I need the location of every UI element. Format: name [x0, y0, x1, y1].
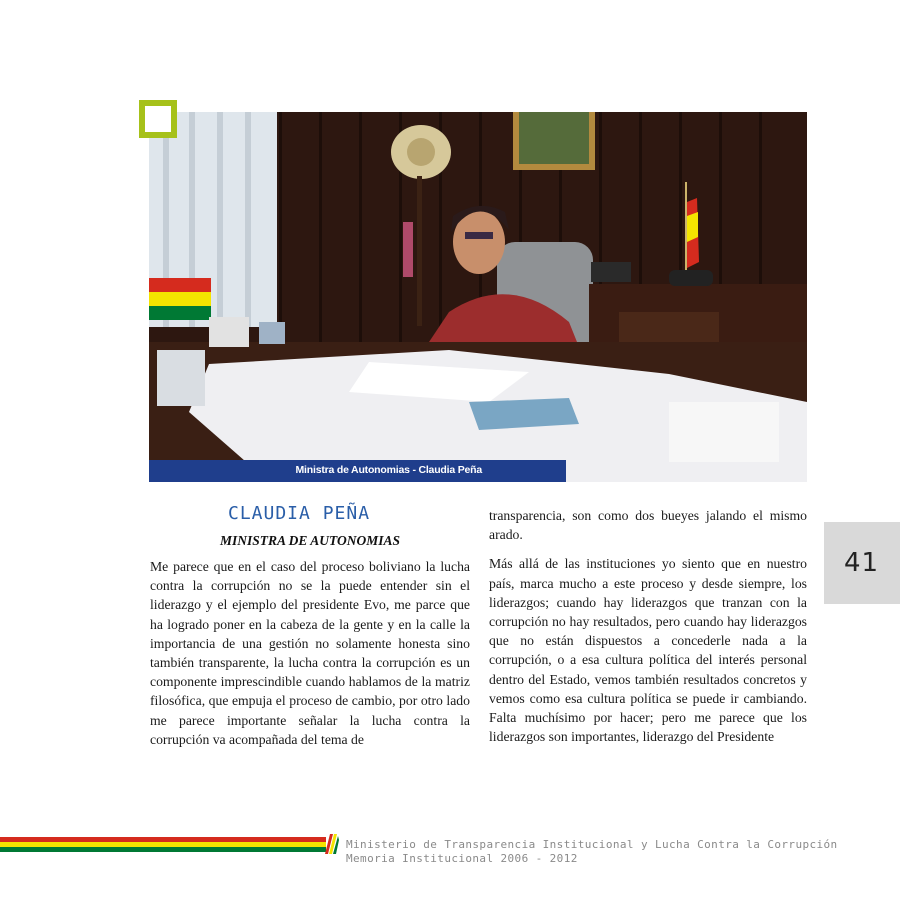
- interviewee-role: MINISTRA DE AUTONOMIAS: [219, 533, 401, 548]
- page-number: 41: [844, 548, 880, 578]
- paragraph: transparencia, son como dos bueyes jalando el mismo arado.: [489, 508, 807, 543]
- flag-emblem-icon: [323, 834, 339, 854]
- photo-caption: Ministra de Autonomias - Claudia Peña: [295, 464, 482, 476]
- footer: [346, 838, 838, 866]
- photo-caption-bar: [149, 460, 566, 482]
- interviewee-name: CLAUDIA PEÑA: [228, 503, 371, 524]
- decorative-corner-square: [139, 100, 177, 138]
- paragraph: Me parece que en el caso del proceso boliviano la lucha contra la corrupción no se la puede entender sin el liderazgo y el ejemplo del presidente Evo, me parce que ha logrado poner en la cabeza de la gente y en la calle la importancia de una gestión no solamente honesta sino también transparente, la lucha contra la corrupción es un componente imprescindible cuando hablamos de la matriz filosófica, que empuja el proceso de cambio, por otro lado me parece importante señalar la lucha contra la corrupción va acompañada del tema de: [150, 559, 470, 747]
- portrait-photo: [149, 112, 807, 482]
- page-number-tab: [824, 522, 900, 604]
- right-column: [489, 506, 807, 756]
- footer-ministry-line: Ministerio de Transparencia Institucional y Lucha Contra la Corrupción: [346, 838, 838, 851]
- flag-color-stripes: [0, 837, 326, 852]
- paragraph: Más allá de las instituciones yo siento que en nuestro país, marca mucho a este proceso y desde siempre, los liderazgos; cuando hay liderazgos que tranzan con la corrupción no hay resultados, pero cuando hay liderazgos que no están dispuestos a concederle nada a la corrupción, o a esa cultura política del interés personal dentro del Estado, vemos también resultados concretos y vemos como esa cultura política se puede ir cambiando. Falta muchísimo por hacer; pero me parece que los liderazgos son importantes, liderazgo del Presidente: [489, 556, 807, 745]
- footer-memoria-line: Memoria Institucional 2006 - 2012: [346, 852, 578, 865]
- left-column: [150, 557, 470, 759]
